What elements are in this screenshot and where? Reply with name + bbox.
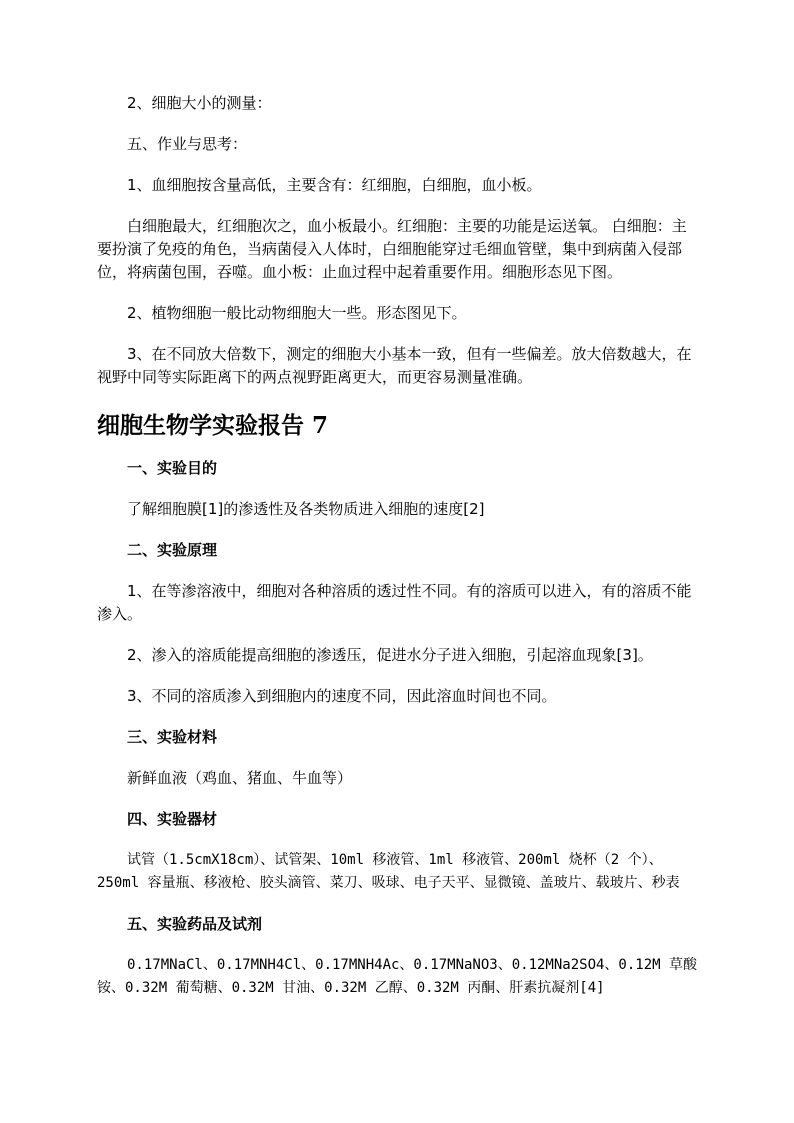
section-text-purpose: 了解细胞膜[1]的渗透性及各类物质进入细胞的速度[2] xyxy=(127,500,485,518)
principle-paragraph-2: 2、渗入的溶质能提高细胞的渗透压，促进水分子进入细胞，引起溶血现象[3]。 xyxy=(127,646,653,664)
section-text-reagents: 0.17MNaCl、0.17MNH4Cl、0.17MNH4Ac、0.17MNaNO3、0.12MNa2SO4、0.12M 草酸铵、0.32M 葡萄糖、0.32M 甘油、0.32M 乙醇、0.32M 丙酮、肝素抗凝剂[4] xyxy=(97,957,698,996)
paragraph-cell-size-measure: 2、细胞大小的测量： xyxy=(127,94,272,112)
section-heading-reagents: 五、实验药品及试剂 xyxy=(127,915,263,933)
section-heading-purpose: 一、实验目的 xyxy=(127,459,218,477)
section-text-materials: 新鲜血液（鸡血、猪血、牛血等） xyxy=(127,769,353,787)
principle-paragraph-3: 3、不同的溶质渗入到细胞内的速度不同，因此溶血时间也不同。 xyxy=(127,687,557,705)
section-heading-principle: 二、实验原理 xyxy=(127,541,218,559)
document-page xyxy=(97,92,697,1000)
paragraph-plant-cells: 2、植物细胞一般比动物细胞大一些。形态图见下。 xyxy=(127,304,467,322)
paragraph-homework-heading: 五、作业与思考： xyxy=(127,135,248,153)
section-heading-equipment: 四、实验器材 xyxy=(127,810,218,828)
section-heading-materials: 三、实验材料 xyxy=(127,728,218,746)
principle-paragraph-1: 1、在等渗溶液中，细胞对各种溶质的透过性不同。有的溶质可以进入，有的溶质不能渗入。 xyxy=(97,582,692,623)
paragraph-blood-cells: 1、血细胞按含量高低，主要含有：红细胞，白细胞，血小板。 xyxy=(127,176,542,194)
paragraph-cell-functions: 白细胞最大，红细胞次之，血小板最小。红细胞：主要的功能是运送氧。 白细胞：主要扮演了免疫的角色，当病菌侵入人体时，白细胞能穿过毛细血管壁，集中到病菌入侵部位，将病菌包围，吞噬。血小板：止血过程中起着重要作用。细胞形态见下图。 xyxy=(97,217,687,281)
report-title: 细胞生物学实验报告 7 xyxy=(97,412,329,439)
paragraph-magnification: 3、在不同放大倍数下，测定的细胞大小基本一致，但有一些偏差。放大倍数越大，在视野中同等实际距离下的两点视野距离更大，而更容易测量准确。 xyxy=(97,345,692,386)
section-text-equipment: 试管（1.5cmX18cm）、试管架、10ml 移液管、1ml 移液管、200ml 烧杯（2 个）、250ml 容量瓶、移液枪、胶头滴管、菜刀、吸球、电子天平、显微镜、盖玻片、载玻片、秒表 xyxy=(97,852,680,891)
